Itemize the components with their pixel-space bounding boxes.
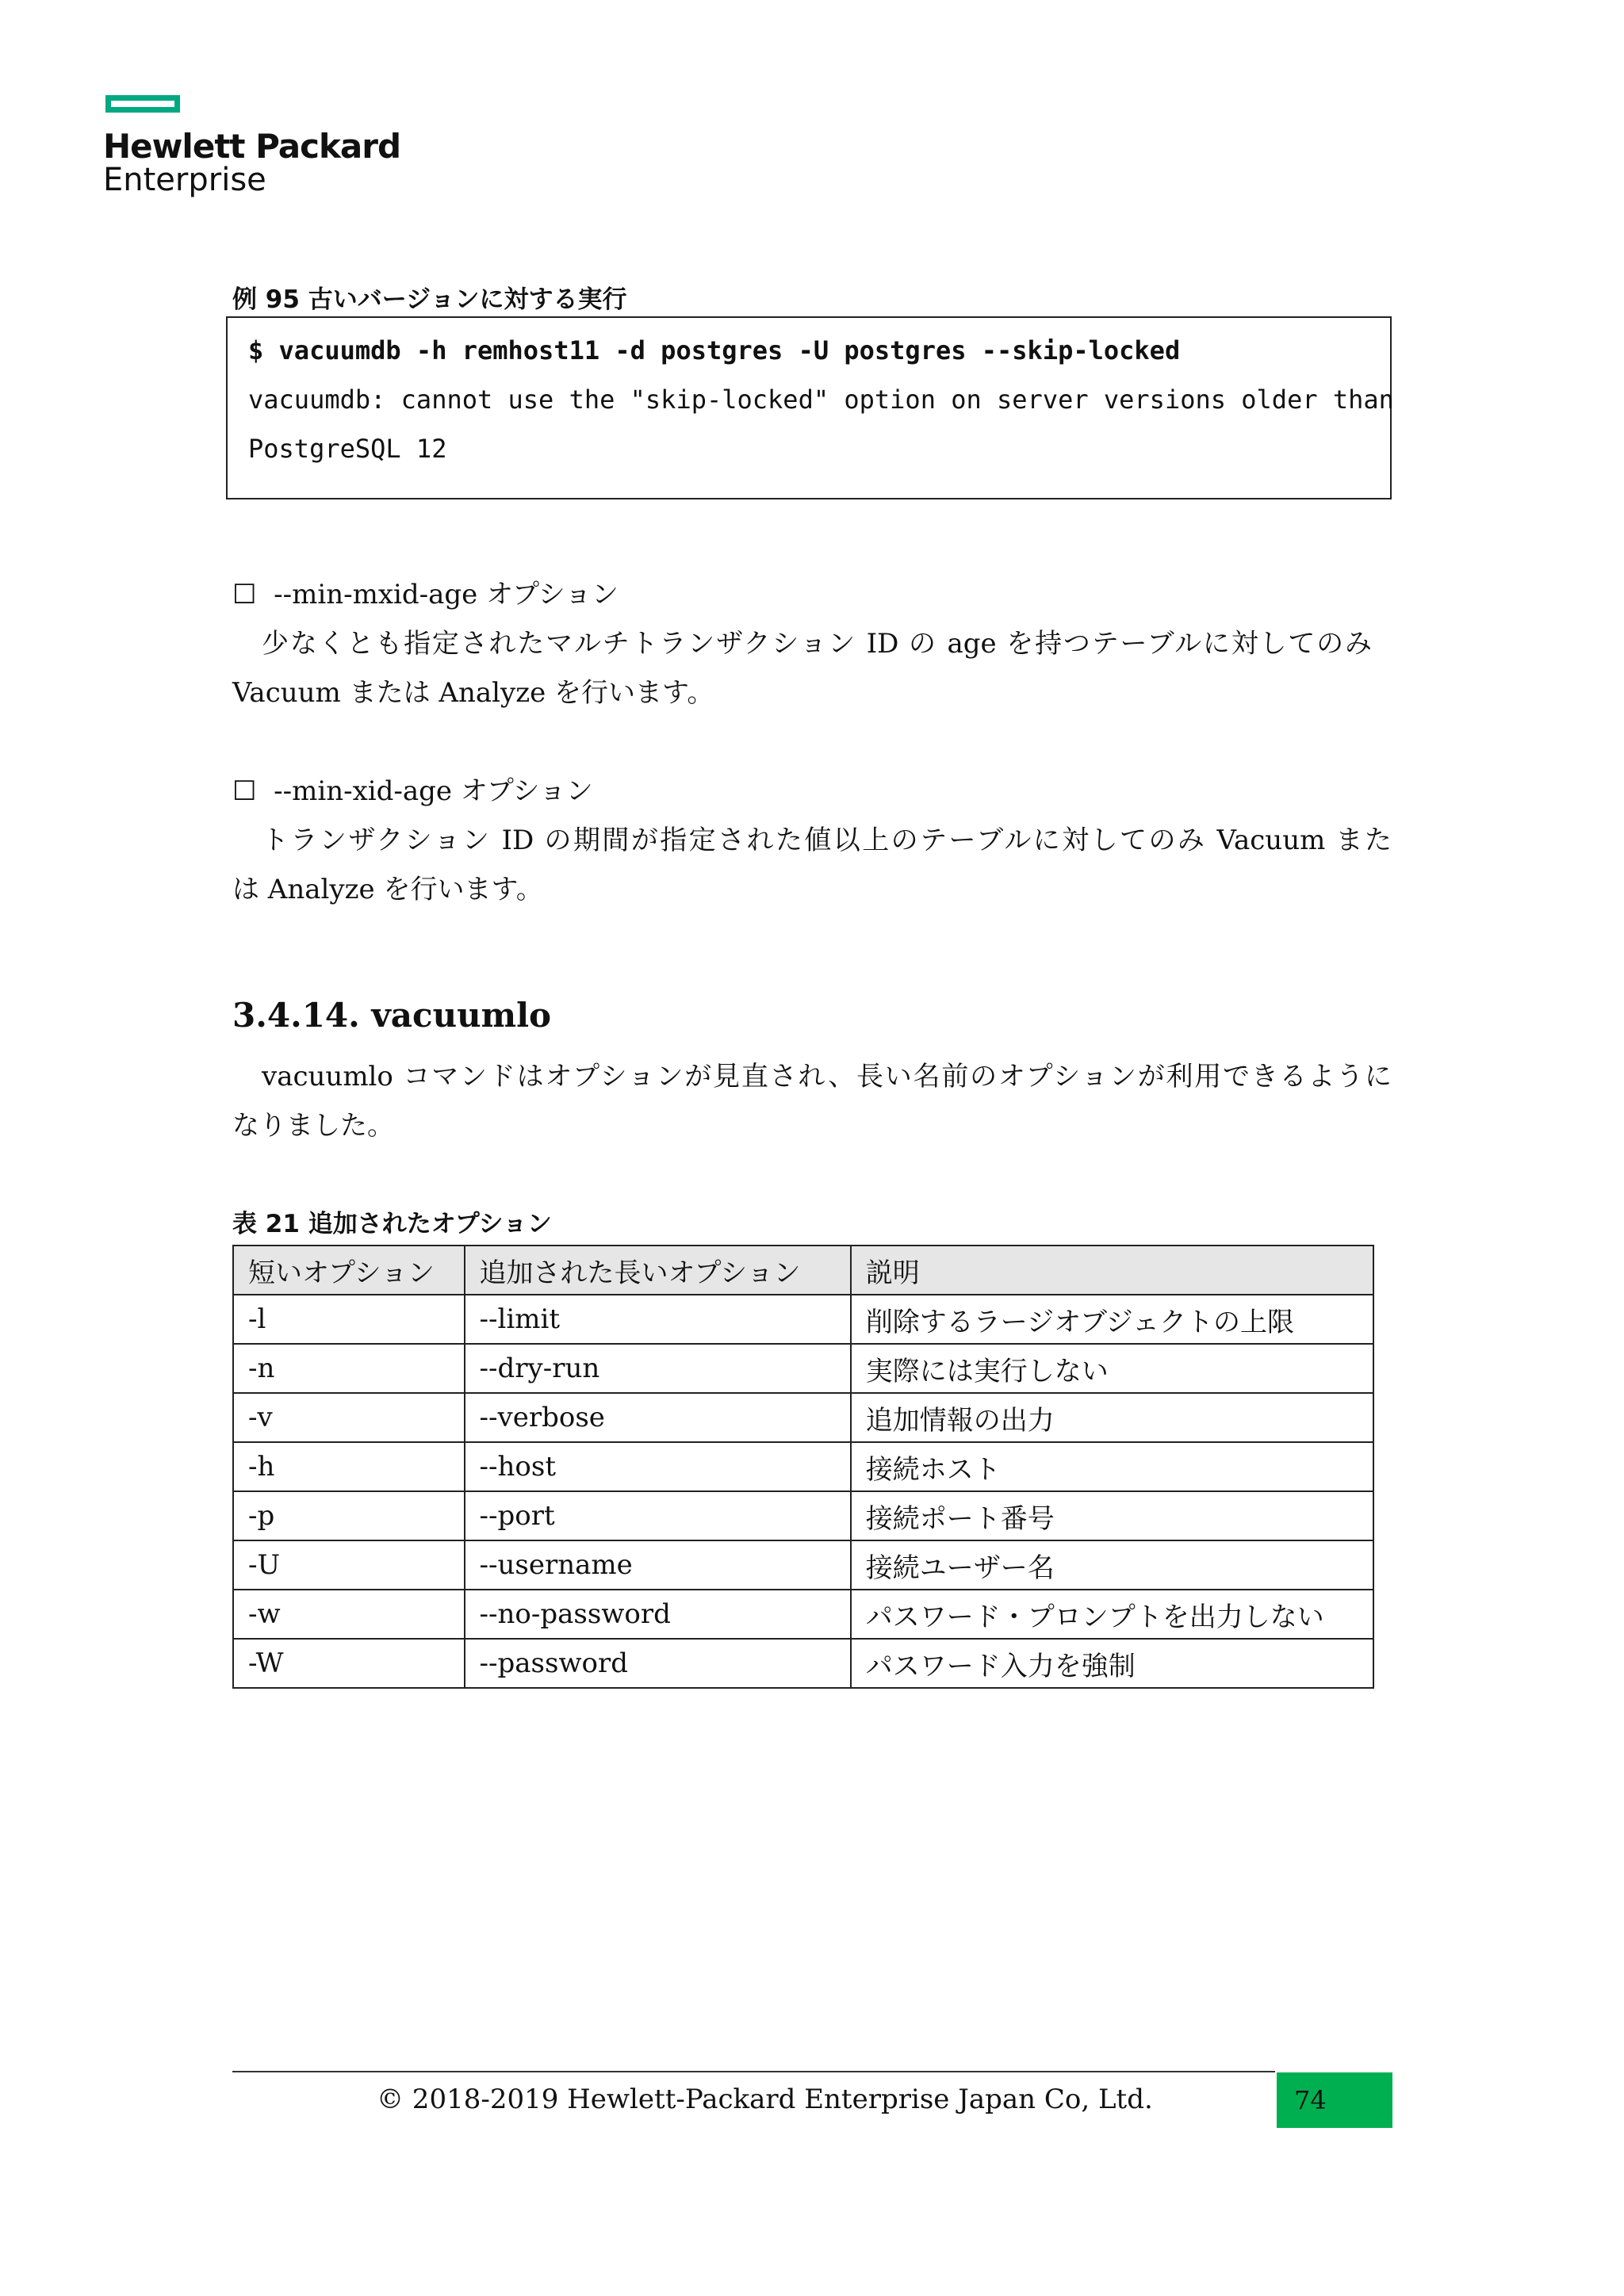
- long-option-cell: --password: [465, 1639, 851, 1688]
- table-row: [233, 1590, 1373, 1639]
- long-option-cell: --dry-run: [465, 1344, 851, 1393]
- long-option-cell: --port: [465, 1491, 851, 1540]
- section-para-line2: なりました。: [232, 1110, 394, 1142]
- section-heading: 3.4.14. vacuumlo: [232, 996, 552, 1035]
- header-long-option: 追加された長いオプション: [465, 1246, 851, 1295]
- short-option-cell: -l: [233, 1295, 465, 1344]
- header-description: 説明: [851, 1246, 1373, 1295]
- description-cell: 接続ホスト: [851, 1442, 1373, 1491]
- checkbox-icon: ☐: [232, 579, 257, 610]
- option-desc-line1: 少なくとも指定されたマルチトランザクション ID の age を持つテーブルに対してのみ: [262, 628, 1372, 660]
- option-name: --min-mxid-age オプション: [274, 579, 619, 610]
- table-row: [233, 1344, 1373, 1393]
- long-option-cell: --username: [465, 1540, 851, 1590]
- short-option-cell: -w: [233, 1590, 465, 1639]
- long-option-cell: --verbose: [465, 1393, 851, 1442]
- option-desc-line1: トランザクション ID の期間が指定された値以上のテーブルに対してのみ Vacuum また: [262, 825, 1392, 856]
- table-row: [233, 1639, 1373, 1688]
- options-table: [232, 1245, 1374, 1689]
- table-header-row: [233, 1246, 1373, 1295]
- table-row: [233, 1442, 1373, 1491]
- table-row: [233, 1491, 1373, 1540]
- code-block: [226, 316, 1392, 499]
- code-command-line: $ vacuumdb -h remhost11 -d postgres -U postgres --skip-locked: [248, 335, 1181, 365]
- long-option-cell: --host: [465, 1442, 851, 1491]
- header-short-option: 短いオプション: [233, 1246, 465, 1295]
- long-option-cell: --limit: [465, 1295, 851, 1344]
- section-para-line1: vacuumlo コマンドはオプションが見直され、長い名前のオプションが利用できるように: [262, 1061, 1392, 1093]
- code-output-line2: PostgreSQL 12: [248, 434, 447, 464]
- page-number: 74: [1294, 2085, 1327, 2115]
- table-row: [233, 1393, 1373, 1442]
- table-caption: 表 21 追加されたオプション: [232, 1210, 552, 1238]
- short-option-cell: -W: [233, 1639, 465, 1688]
- description-cell: パスワード入力を強制: [851, 1639, 1373, 1688]
- short-option-cell: -n: [233, 1344, 465, 1393]
- long-option-cell: --no-password: [465, 1590, 851, 1639]
- option-desc-line2: Vacuum または Analyze を行います。: [232, 677, 714, 709]
- option-desc-line2: は Analyze を行います。: [232, 874, 543, 905]
- short-option-cell: -U: [233, 1540, 465, 1590]
- option-heading-min-mxid-age: [232, 572, 619, 611]
- short-option-cell: -v: [233, 1393, 465, 1442]
- description-cell: 追加情報の出力: [851, 1393, 1373, 1442]
- description-cell: 削除するラージオブジェクトの上限: [851, 1295, 1373, 1344]
- footer-copyright: © 2018-2019 Hewlett-Packard Enterprise Japan Co, Ltd.: [377, 2084, 1153, 2115]
- description-cell: 接続ポート番号: [851, 1491, 1373, 1540]
- description-cell: 接続ユーザー名: [851, 1540, 1373, 1590]
- short-option-cell: -p: [233, 1491, 465, 1540]
- description-cell: パスワード・プロンプトを出力しない: [851, 1590, 1373, 1639]
- page-number-box: [1277, 2072, 1392, 2128]
- checkbox-icon: ☐: [232, 775, 257, 807]
- hpe-logo-mark: [105, 95, 180, 113]
- table-row: [233, 1540, 1373, 1590]
- option-name: --min-xid-age オプション: [274, 775, 593, 807]
- description-cell: 実際には実行しない: [851, 1344, 1373, 1393]
- code-output-line1: vacuumdb: cannot use the "skip-locked" option on server versions older than: [248, 385, 1394, 415]
- footer-divider: [232, 2071, 1275, 2072]
- example-caption: 例 95 古いバージョンに対する実行: [232, 285, 627, 314]
- short-option-cell: -h: [233, 1442, 465, 1491]
- logo-text-line1: Hewlett Packard: [103, 127, 401, 166]
- option-heading-min-xid-age: [232, 769, 593, 808]
- table-row: [233, 1295, 1373, 1344]
- logo-text-line2: Enterprise: [103, 162, 266, 198]
